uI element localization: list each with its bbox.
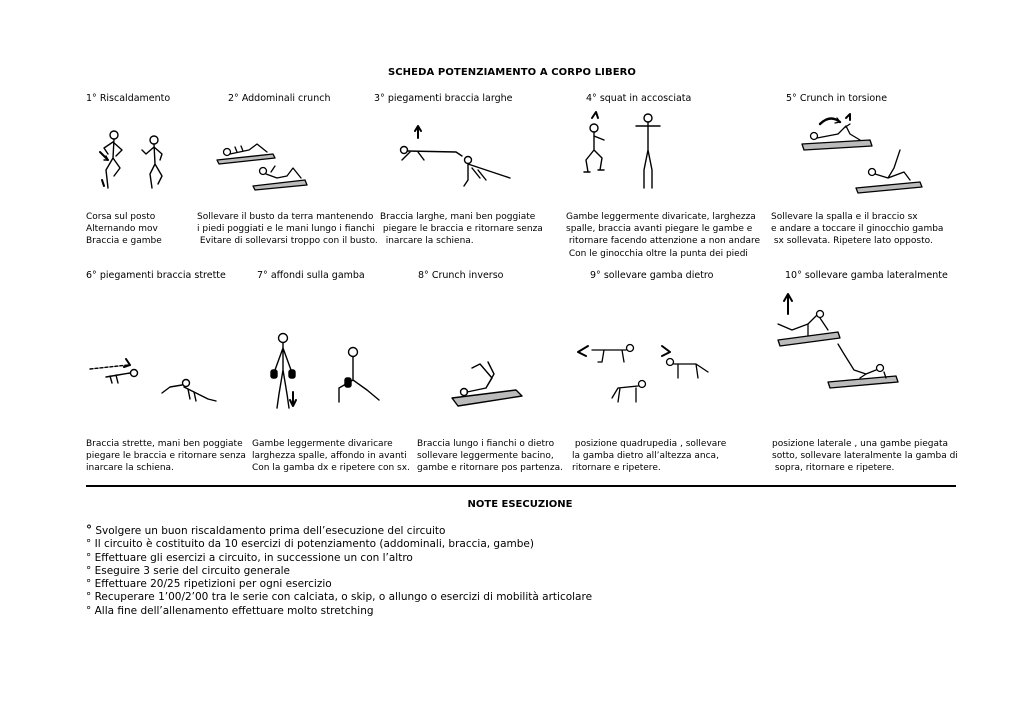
exercise-7-title: 7° affondi sulla gamba <box>257 270 365 281</box>
note-bullet: ° <box>86 604 92 617</box>
note-item <box>86 538 592 551</box>
note-bullet: ° <box>86 578 92 591</box>
exercise-10-title: 10° sollevare gamba lateralmente <box>785 270 948 281</box>
lunge-figures-icon <box>255 330 383 412</box>
exercise-6-title: 6° piegamenti braccia strette <box>86 270 226 281</box>
note-bullet: ° <box>86 564 92 577</box>
exercise-1-title: 1° Riscaldamento <box>86 93 171 104</box>
note-text: Recuperare 1’00/2’00 tra le serie con calciata, o skip, o allungo o esercizi di mobilità articolare <box>94 591 593 604</box>
exercise-10-description: posizione laterale , una gambe piegata sotto, sollevare lateralmente la gamba di sopra, ritornare e ripetere. <box>772 439 958 474</box>
note-text: Eseguire 3 serie del circuito generale <box>94 564 291 577</box>
pushup-narrow-figures-icon <box>88 345 220 407</box>
exercise-3-title: 3° piegamenti braccia larghe <box>374 93 513 104</box>
exercise-6-description: Braccia strette, mani ben poggiate piegare le braccia e ritornare senza inarcare la schiena. <box>86 439 246 474</box>
exercise-3-description: Braccia larghe, mani ben poggiate piegare le braccia e ritornare senza inarcare la schiena. <box>380 212 543 247</box>
exercise-4-description: Gambe leggermente divaricate, larghezza spalle, braccia avanti piegare le gambe e ritornare facendo attenzione a non andare Con le ginocchia oltre la punta dei piedi <box>566 212 760 259</box>
exercise-2-description: Sollevare il busto da terra mantenendo i piedi poggiati e le mani lungo i fianchi Evitare di sollevarsi troppo con il busto. <box>197 212 378 247</box>
note-text: Alla fine dell’allenamento effettuare molto stretching <box>94 604 374 617</box>
note-item <box>86 591 592 604</box>
exercise-7-description: Gambe leggermente divaricare larghezza spalle, affondo in avanti Con la gamba dx e ripetere con sx. <box>252 439 410 474</box>
note-bullet: ° <box>86 551 92 564</box>
exercise-1-description: Corsa sul posto Alternando mov Braccia e gambe <box>86 212 162 247</box>
running-figures-icon <box>92 128 182 196</box>
exercise-5-description: Sollevare la spalla e il braccio sx e andare a toccare il ginocchio gamba sx sollevata. Ripetere lato opposto. <box>771 212 944 247</box>
note-item <box>86 605 592 618</box>
note-bullet: ° <box>86 523 92 537</box>
twist-crunch-figures-icon <box>800 110 926 198</box>
note-bullet: ° <box>86 538 92 551</box>
pushup-wide-figures-icon <box>388 120 516 194</box>
exercise-9-title: 9° sollevare gamba dietro <box>590 270 714 281</box>
note-bullet: ° <box>86 591 92 604</box>
exercise-8-description: Braccia lungo i fianchi o dietro sollevare leggermente bacino, gambe e ritornare pos partenza. <box>417 439 563 474</box>
side-leg-raise-figures-icon <box>768 290 904 398</box>
exercise-9-description: posizione quadrupedia , sollevare la gamba dietro all’altezza anca, ritornare e ripetere. <box>572 439 727 474</box>
notes-list <box>86 524 592 618</box>
note-item <box>86 565 592 578</box>
quadruped-figures-icon <box>574 338 712 408</box>
note-item <box>86 552 592 565</box>
exercise-5-title: 5° Crunch in torsione <box>786 93 888 104</box>
reverse-crunch-figure-icon <box>446 352 542 414</box>
exercise-4-title: 4° squat in accosciata <box>586 93 692 104</box>
note-text: Svolgere un buon riscaldamento prima dell’esecuzione del circuito <box>95 525 446 537</box>
page-title: SCHEDA POTENZIAMENTO A CORPO LIBERO <box>387 67 637 78</box>
note-text: Effettuare gli esercizi a circuito, in successione un con l’altro <box>94 551 413 564</box>
note-item <box>86 578 592 591</box>
note-text: Effettuare 20/25 ripetizioni per ogni esercizio <box>94 578 332 591</box>
squat-figures-icon <box>578 108 676 198</box>
section-divider <box>86 485 956 487</box>
exercise-2-title: 2° Addominali crunch <box>228 93 331 104</box>
exercise-8-title: 8° Crunch inverso <box>418 270 504 281</box>
crunch-figures-icon <box>213 138 308 196</box>
note-text: Il circuito è costituito da 10 esercizi di potenziamento (addominali, braccia, gambe) <box>94 538 534 551</box>
notes-title: NOTE ESECUZIONE <box>467 499 573 510</box>
note-item <box>86 524 592 538</box>
